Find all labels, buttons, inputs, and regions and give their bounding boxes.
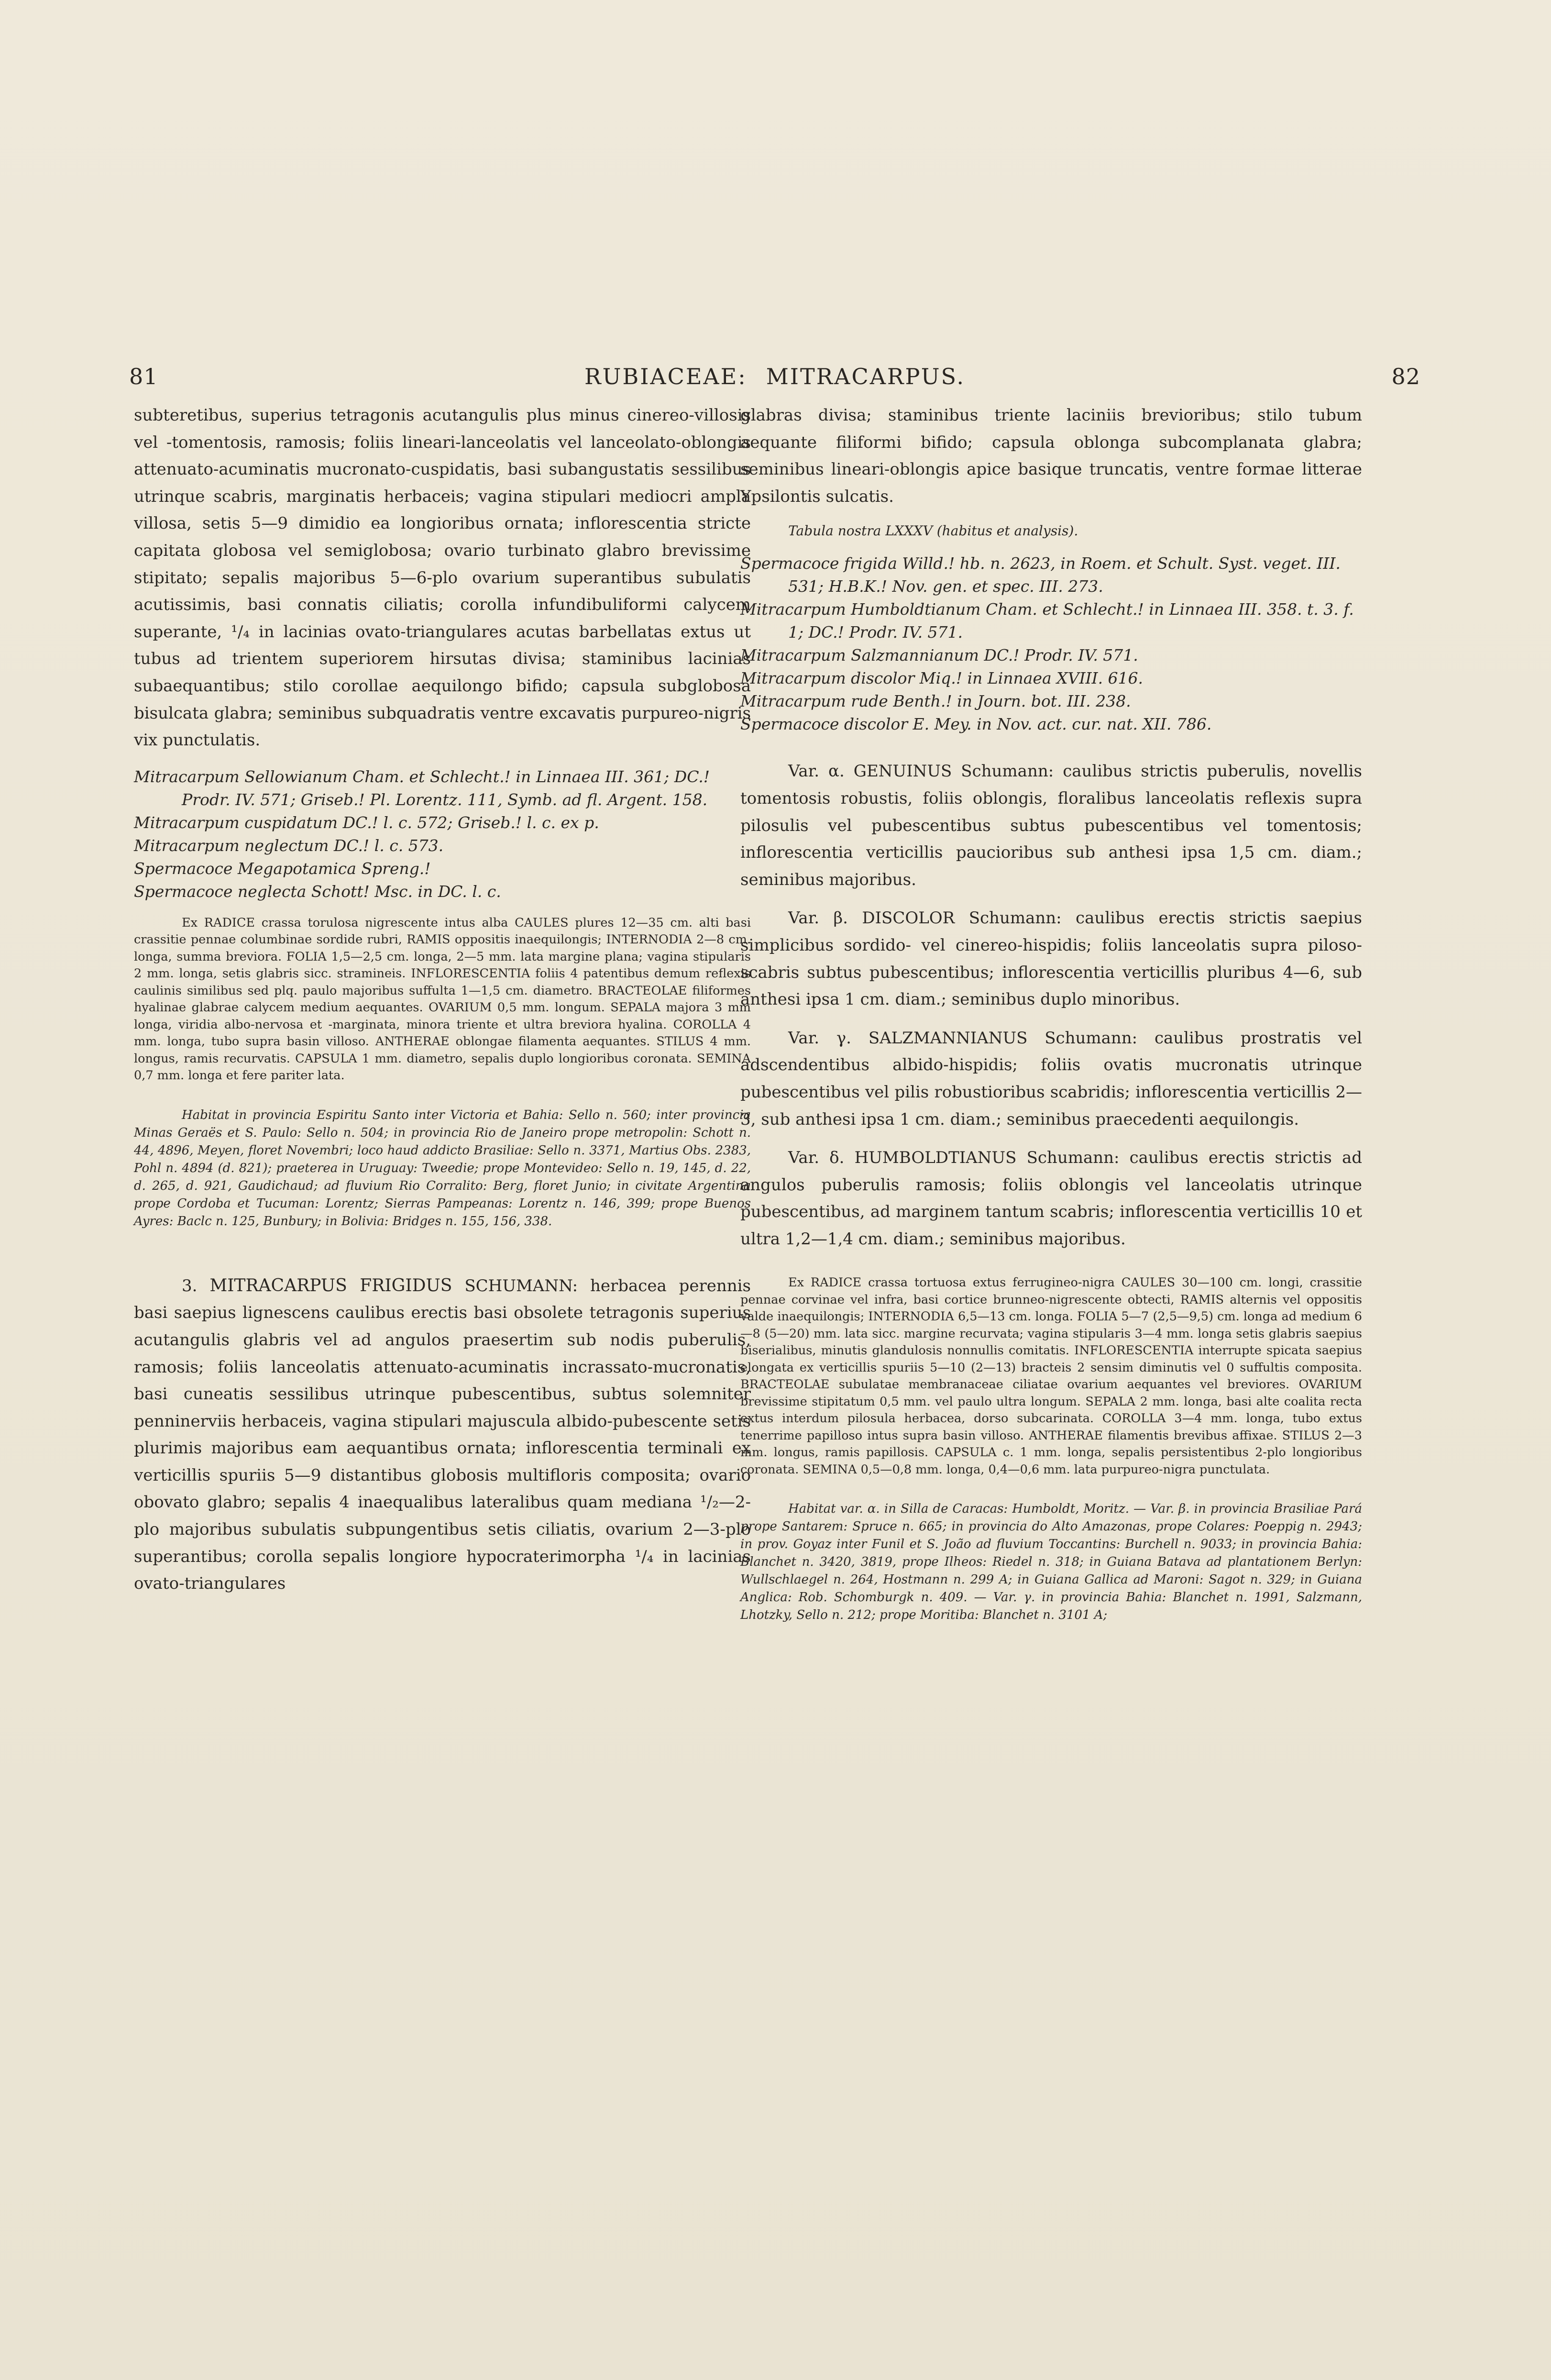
right-column xyxy=(740,402,1362,1624)
synonym-line: Spermacoce Megapotamica Spreng.! xyxy=(134,859,431,878)
habitat-paragraph: Habitat in provincia Espiritu Santo inter Victoria et Bahia: Sello n. 560; inter provincia Minas Geraës et S. Paulo: Sello n. 504; in provincia Rio de Janeiro prope metropolin: Schott n. 44, 4896, Meyen, floret Novembri; loco haud addicto Brasiliae: Sello n. 3371, Martius Obs. 2383, Pohl n. 4894 (d. 821); praeterea in Uruguay: Tweedie; prope Montevideo: Sello n. 19, 145, d. 22, d. 265, d. 921, Gaudichaud; ad fluvium Rio Corralito: Berg, floret Junio; in civitate Argentina prope Cordoba et Tucuman: Lorentz; Sierras Pampeanas: Lorentz n. 146, 399; prope Buenos Ayres: Baclc n. 125, Bunbury; in Bolivia: Bridges n. 155, 156, 338. xyxy=(134,1107,751,1229)
synonym-line: Mitracarpum Salzmannianum DC.! Prodr. IV. 571. xyxy=(740,646,1138,665)
running-title-right: MITRACARPUS. xyxy=(766,364,965,389)
left-column xyxy=(134,402,751,1597)
variety-gamma: Var. γ. SALZMANNIANUS Schumann: caulibus prostratis vel adscendentibus albido-hispidis; foliis ovatis mucronatis utrinque pubescentibus vel pilis robustioribus scabridis; inflorescentia verticillis 2—3, sub anthesi ipsa 1 cm. diam.; seminibus praecedenti aequilongis. xyxy=(740,1028,1362,1129)
synonym-line: Mitracarpum Sellowianum Cham. et Schlecht.! in Linnaea III. 361; DC.! Prodr. IV. 571; Griseb.! Pl. Lorentz. 111, Symb. ad fl. Argent. 158. xyxy=(134,767,710,809)
description-end: glabras divisa; staminibus triente laciniis brevioribus; stilo tubum aequante filiformi bifido; capsula oblonga subcomplanata glabra; seminibus lineari-oblongis apice basique truncatis, ventre formae litterae Ypsilontis sulcatis. xyxy=(740,406,1362,506)
variety-delta: Var. δ. HUMBOLDTIANUS Schumann: caulibus erectis strictis ad angulos puberulis ramosis; foliis oblongis vel lanceolatis utrinque pubescentibus, ad marginem tantum scabris; inflorescentia verticillis 10 et ultra 1,2—1,4 cm. diam.; seminibus majoribus. xyxy=(740,1148,1362,1249)
synonym-line: Mitracarpum discolor Miq.! in Linnaea XVIII. 616. xyxy=(740,669,1144,688)
species-entry xyxy=(134,1273,751,1597)
species-author: SCHUMANN: xyxy=(464,1276,578,1295)
synonym-line: Mitracarpum Humboldtianum Cham. et Schlecht.! in Linnaea III. 358. t. 3. f. 1; DC.! Prodr. IV. 571. xyxy=(740,600,1354,642)
synonym-line: Mitracarpum cuspidatum DC.! l. c. 572; Griseb.! l. c. ex p. xyxy=(134,813,599,832)
variety-beta: Var. β. DISCOLOR Schumann: caulibus erectis strictis saepius simplicibus sordido- vel cinereo-hispidis; foliis lanceolatis supra piloso-scabris subtus pubescentibus; inflorescentia verticillis pluribus 4—6, sub anthesi ipsa 1 cm. diam.; seminibus duplo minoribus. xyxy=(740,908,1362,1009)
habitat-paragraph: Habitat var. α. in Silla de Caracas: Humboldt, Moritz. — Var. β. in provincia Brasiliae Pará prope Santarem: Spruce n. 665; in provincia do Alto Amazonas, prope Colares: Poeppig n. 2943; in prov. Goyaz inter Funil et S. João ad fluvium Toccantins: Burchell n. 9033; in provincia Bahia: Blanchet n. 3420, 3819, prope Ilheos: Riedel n. 318; in Guiana Batava ad plantationem Berlyn: Wullschlaegel n. 264, Hostmann n. 299 A; in Guiana Gallica ad Maroni: Sagot n. 329; in Guiana Anglica: Rob. Schomburgk n. 409. — Var. γ. in provincia Bahia: Blanchet n. 1991, Salzmann, Lhotzky, Sello n. 212; prope Moritiba: Blanchet n. 3101 A; xyxy=(740,1502,1362,1623)
page-number-right: 82 xyxy=(1391,364,1420,389)
morphology-details: Ex RADICE crassa torulosa nigrescente intus alba CAULES plures 12—35 cm. alti basi crassitie pennae columbinae sordide rubri, RAMIS oppositis inaequilongis; INTERNODIA 2—8 cm. longa, summa breviora. FOLIA 1,5—2,5 cm. longa, 2—5 mm. lata margine plana; vagina stipularis 2 mm. longa, setis glabris sicc. stramineis. INFLORESCENTIA foliis 4 patentibus demum reflexis caulinis similibus sed plq. paulo majoribus suffulta 1—1,5 cm. diametro. BRACTEOLAE filiformes hyalinae glabrae calycem medium aequantes. OVARIUM 0,5 mm. longum. SEPALA majora 3 mm longa, viridia albo-nervosa et -marginata, minora triente et ultra breviora hyalina. COROLLA 4 mm. longa, tubo supra basin villoso. ANTHERAE oblongae filamenta aequantes. STILUS 4 mm. longus, ramis recurvatis. CAPSULA 1 mm. diametro, sepalis duplo longioribus coronata. SEMINA 0,7 mm. longa et fere pariter lata. xyxy=(134,915,751,1083)
morphology-details: Ex RADICE crassa tortuosa extus ferrugineo-nigra CAULES 30—100 cm. longi, crassitie pennae corvinae vel infra, basi cortice brunneo-nigrescente obtecti, RAMIS alternis vel oppositis valde inaequilongis; INTERNODIA 6,5—13 cm. longa. FOLIA 5—7 (2,5—9,5) cm. longa ad medium 6—8 (5—20) mm. lata sicc. margine recurvata; vagina stipularis 3—4 mm. longa setis glabris saepius biserialibus, minutis glandulosis nonnullis comitatis. INFLORESCENTIA interrupte spicata saepius elongata ex verticillis spuriis 5—10 (2—13) bracteis 2 sensim diminutis vel 0 suffultis composita. BRACTEOLAE subulatae membranaceae ciliatae ovarium aequantes vel breviores. OVARIUM brevissime stipitatum 0,5 mm. vel paulo ultra longum. SEPALA 2 mm. longa, basi alte coalita recta extus interdum pilosula herbacea, dorso subcarinata. COROLLA 3—4 mm. longa, tubo extus tenerrime papilloso intus supra basin villoso. ANTHERAE filamentis brevibus affixae. STILUS 2—3 mm. longus, ramis papillosis. CAPSULA c. 1 mm. longa, sepalis persistentibus 2-plo longioribus coronata. SEMINA 0,5—0,8 mm. longa, 0,4—0,6 mm. lata purpureo-nigra punctulata. xyxy=(740,1275,1362,1477)
synonym-line: Spermacoce discolor E. Mey. in Nov. act. cur. nat. XII. 786. xyxy=(740,715,1212,734)
page-number-left: 81 xyxy=(129,364,158,389)
plate-reference: Tabula nostra LXXXV (habitus et analysis). xyxy=(788,523,1078,539)
synonym-list xyxy=(740,552,1362,736)
synonym-line: Mitracarpum neglectum DC.! l. c. 573. xyxy=(134,836,444,855)
species-description: herbacea perennis basi saepius lignescens caulibus erectis basi obsolete tetragonis superius acutangulis glabris vel ad angulos praesertim sub nodis puberulis, ramosis; foliis lanceolatis attenuato-acuminatis incrassato-mucronatis, basi cuneatis sessilibus utrinque pubescentibus, subtus solemniter penninerviis herbaceis, vagina stipulari majuscula albido-pubescente setis plurimis majoribus eam aequantibus ornata; inflorescentia terminali ex verticillis spuriis 5—9 distantibus globosis multifloris composita; ovario obovato glabro; sepalis 4 inaequalibus lateralibus quam mediana ¹/₂—2-plo majoribus subulatis subpungentibus setis ciliatis, ovarium 2—3-plo superantibus; corolla sepalis longiore hypocraterimorpha ¹/₄ in lacinias ovato-triangulares xyxy=(134,1276,751,1594)
page-header xyxy=(129,364,1420,402)
synonym-line: Mitracarpum rude Benth.! in Journ. bot. III. 238. xyxy=(740,692,1131,711)
synonym-line: Spermacoce neglecta Schott! Msc. in DC. l. c. xyxy=(134,882,501,901)
species-number: 3. xyxy=(182,1276,198,1295)
synonym-line: Spermacoce frigida Willd.! hb. n. 2623, in Roem. et Schult. Syst. veget. III. 531; H.B.K.! Nov. gen. et spec. III. 273. xyxy=(740,554,1341,596)
description-continuation: subteretibus, superius tetragonis acutangulis plus minus cinereo-villosis vel -tomentosis, ramosis; foliis lineari-lanceolatis vel lanceolato-oblongis attenuato-acuminatis mucronato-cuspidatis, basi subangustatis sessilibus utrinque scabris, marginatis herbaceis; vagina stipulari mediocri ampla villosa, setis 5—9 dimidio ea longioribus ornata; inflorescentia stricte capitata globosa vel semiglobosa; ovario turbinato glabro brevissime stipitato; sepalis majoribus 5—6-plo ovarium superantibus subulatis acutissimis, basi connatis ciliatis; corolla infundibuliformi calycem superante, ¹/₄ in lacinias ovato-triangulares acutas barbellatas extus ut tubus ad trientem superiorem hirsutas divisa; staminibus lacinias subaequantibus; stilo corollae aequilongo bifido; capsula subglobosa bisulcata glabra; seminibus subquadratis ventre excavatis purpureo-nigris vix punctulatis. xyxy=(134,406,751,750)
variety-alpha: Var. α. GENUINUS Schumann: caulibus strictis puberulis, novellis tomentosis robustis, foliis oblongis, floralibus lanceolatis reflexis supra pilosulis vel pubescentibus subtus pubescentibus vel tomentosis; inflorescentia verticillis paucioribus sub anthesi ipsa 1,5 cm. diam.; seminibus majoribus. xyxy=(740,762,1362,889)
species-name: MITRACARPUS FRIGIDUS xyxy=(209,1275,452,1295)
running-title-left: RUBIACEAE: xyxy=(584,364,747,389)
synonym-list xyxy=(134,765,751,903)
running-title xyxy=(129,364,1420,389)
